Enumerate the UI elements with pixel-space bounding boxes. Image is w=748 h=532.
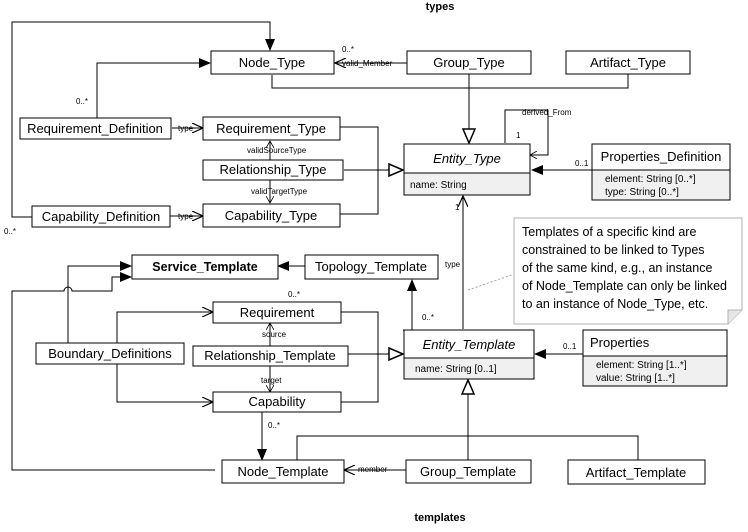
entitytemplate-to-topology-link: [403, 280, 412, 330]
nodetemplate-to-service-link: [12, 277, 215, 470]
capability-definition-box[interactable]: [32, 206, 170, 227]
relationship-type-label: Relationship_Type: [219, 162, 327, 177]
label-valid-source-type: validSourceType: [247, 146, 307, 155]
entity-template-label: Entity_Template: [422, 337, 516, 352]
node-type-label: Node_Type: [238, 55, 306, 70]
requirement-label: Requirement: [239, 305, 315, 320]
entity-template-box[interactable]: [404, 330, 534, 379]
artifact-type-label: Artifact_Type: [590, 55, 666, 70]
group-template-box[interactable]: [406, 460, 531, 483]
label-reqdef-type: type: [178, 124, 194, 133]
reqtype-generalization-branch: [340, 127, 378, 170]
label-capdef-type: type: [178, 212, 194, 221]
artifacttype-generalization-branch: [469, 74, 628, 88]
label-member: member: [358, 465, 388, 474]
properties-attr-element: element: String [1..*]: [596, 360, 687, 371]
mult-requirement: 0..*: [288, 290, 301, 299]
properties-definition-label: Properties_Definition: [600, 149, 722, 164]
boundary-to-requirement-link: [117, 312, 213, 343]
label-derived-from: derived_From: [522, 108, 572, 117]
reqdef-to-nodetype-link: [97, 63, 210, 118]
boundary-definitions-box[interactable]: [36, 343, 184, 364]
service-template-box[interactable]: [132, 255, 278, 279]
artifact-type-box[interactable]: [566, 51, 690, 74]
capability-type-label: Capability_Type: [224, 208, 318, 223]
label-entitytemplate-type: type: [445, 260, 461, 269]
capability-definition-label: Capability_Definition: [41, 209, 161, 224]
boundary-to-service-link: [68, 266, 131, 343]
requirement-box[interactable]: [213, 302, 341, 323]
group-template-label: Group_Template: [419, 464, 517, 479]
templates-heading: templates: [414, 512, 466, 524]
node-template-box[interactable]: [222, 460, 344, 483]
capability-box[interactable]: [213, 392, 341, 412]
types-heading: types: [425, 1, 455, 13]
boundary-to-capability-link: [117, 364, 213, 402]
boundary-definitions-label: Boundary_Definitions: [48, 346, 172, 361]
artifact-template-box[interactable]: [568, 460, 705, 484]
entity-type-box[interactable]: [404, 144, 530, 195]
relationship-template-box[interactable]: [193, 346, 348, 366]
propdef-attr-element: element: String [0..*]: [605, 174, 696, 185]
label-valid-member: valid_Member: [342, 59, 393, 68]
topology-template-label: Topology_Template: [314, 259, 428, 274]
properties-box[interactable]: [583, 330, 727, 386]
group-type-label: Group_Type: [433, 55, 505, 70]
note-line-4: of Node_Template can only be linked: [522, 279, 727, 293]
mult-capdef-nodetype: 0..*: [4, 227, 17, 236]
note-line-5: to an instance of Node_Type, etc.: [522, 297, 709, 311]
mult-propdef: 0..1: [575, 159, 589, 168]
propdef-attr-type: type: String [0..*]: [605, 187, 679, 198]
capability-type-box[interactable]: [203, 204, 340, 227]
service-template-label: Service_Template: [152, 260, 258, 274]
requirement-definition-box[interactable]: [20, 118, 171, 139]
mult-capability: 0..*: [268, 421, 281, 430]
nodetype-generalization-branch: [272, 75, 469, 88]
mult-entitytype: 1: [455, 203, 460, 212]
note-connector: [468, 272, 520, 290]
mult-validmember: 0..*: [342, 45, 355, 54]
note-line-2: constrained to be linked to Types: [522, 243, 705, 257]
note-line-1: Templates of a specific kind are: [522, 225, 697, 239]
properties-attr-value: value: String [1..*]: [596, 373, 675, 384]
capability-label: Capability: [248, 394, 306, 409]
group-type-box[interactable]: [407, 51, 531, 74]
mult-properties: 0..1: [563, 342, 577, 351]
topology-template-box[interactable]: [305, 255, 438, 279]
requirement-type-box[interactable]: [203, 117, 340, 140]
mult-derived-from: 1: [516, 131, 521, 140]
artifact-template-label: Artifact_Template: [585, 465, 687, 480]
constraint-note: [514, 218, 742, 324]
entity-template-attr-name: name: String [0..1]: [415, 364, 497, 375]
relationship-template-label: Relationship_Template: [204, 348, 336, 363]
label-source: source: [262, 330, 287, 339]
mult-topology: 0..*: [422, 313, 435, 322]
node-type-box[interactable]: [211, 51, 334, 74]
entity-type-label: Entity_Type: [433, 151, 501, 166]
node-template-label: Node_Template: [237, 464, 329, 479]
entity-type-attr-name: name: String: [410, 180, 467, 191]
relationship-type-box[interactable]: [203, 160, 343, 180]
requirement-definition-label: Requirement_Definition: [27, 121, 163, 136]
mult-reqdef-nodetype: 0..*: [76, 97, 89, 106]
properties-label: Properties: [590, 335, 650, 350]
label-valid-target-type: validTargetType: [251, 187, 308, 196]
note-line-3: of the same kind, e.g., an instance: [522, 261, 713, 275]
properties-definition-box[interactable]: [592, 144, 730, 200]
requirement-type-label: Requirement_Type: [216, 121, 326, 136]
captype-generalization-branch: [340, 170, 378, 214]
label-target: target: [261, 376, 282, 385]
